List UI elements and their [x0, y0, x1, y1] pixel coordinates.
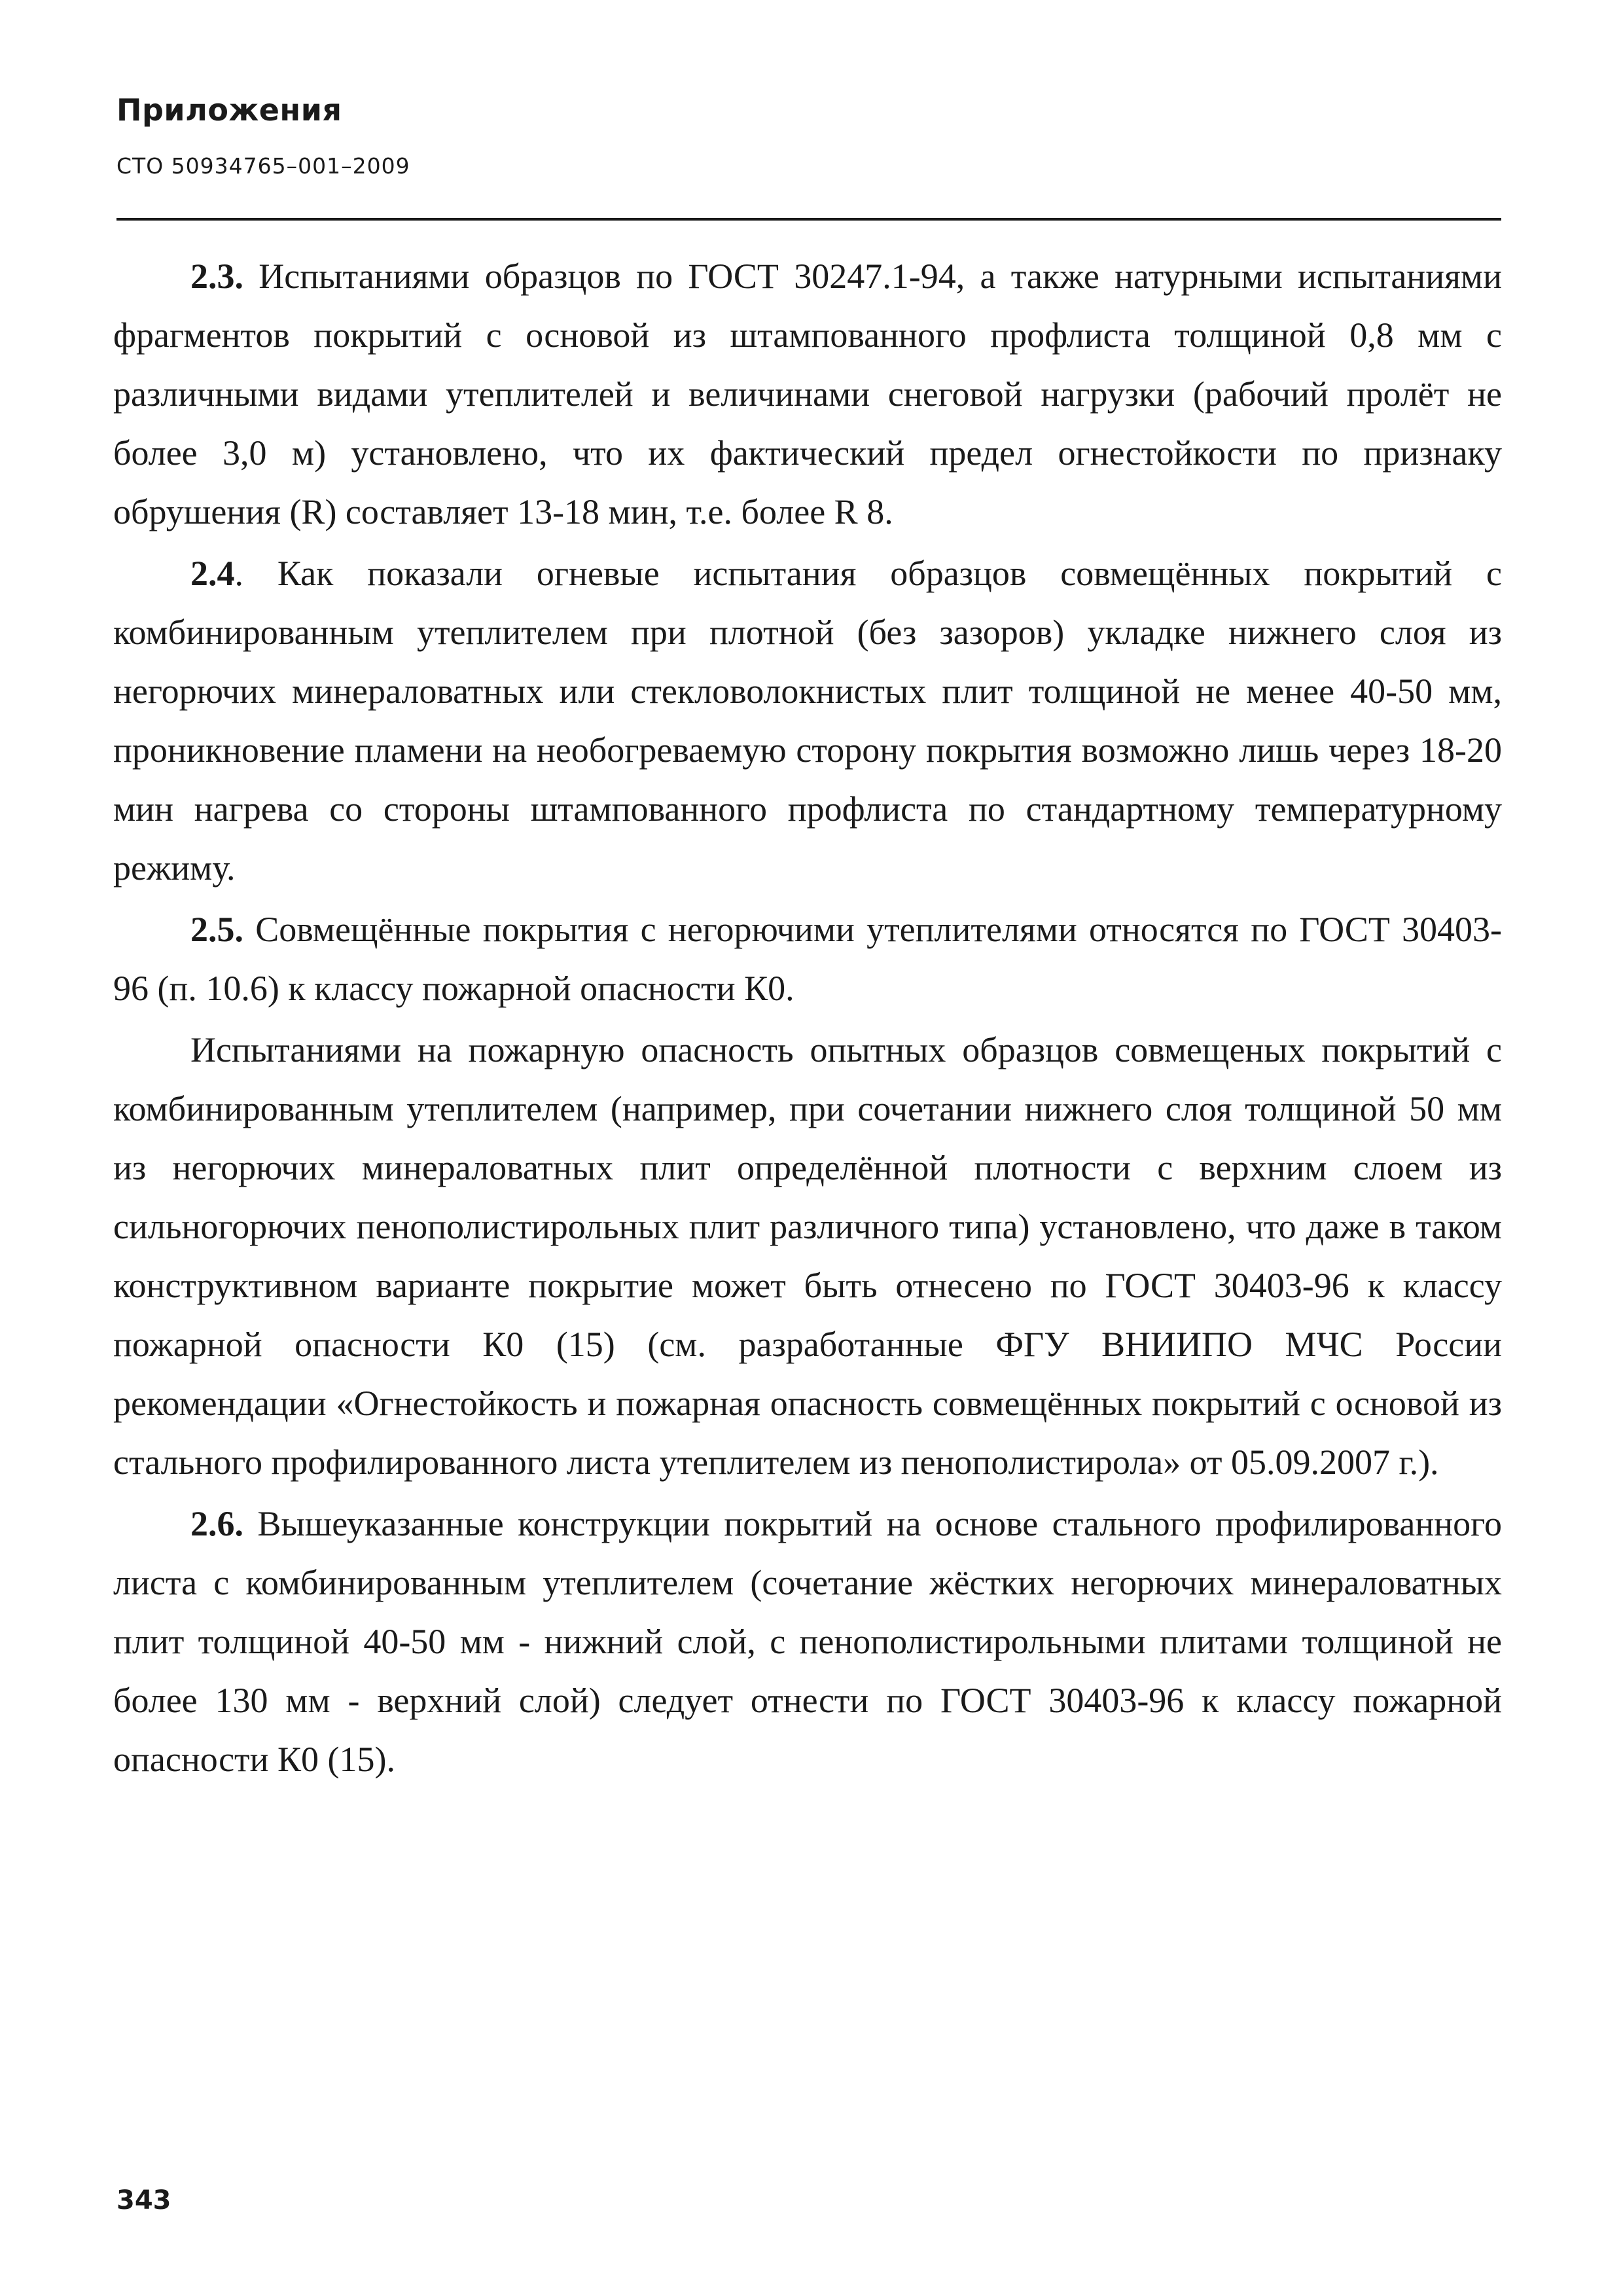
- paragraph-2-6: [113, 1494, 1502, 1789]
- paragraph-2-4: [113, 544, 1502, 897]
- paragraph-2-5: [113, 900, 1502, 1018]
- paragraph-2-3: [113, 247, 1502, 541]
- paragraph-text: Испытаниями образцов по ГОСТ 30247.1-94, а также натурными испытаниями фрагментов покрытий с основой из штампованного профлиста толщиной 0,8 мм с различными видами утеплителей и величинами снеговой нагрузки (рабочий пролёт не более 3,0 м) установлено, что их фактический предел огнестойкости по признаку обрушения (R) составляет 13-18 мин, т.е. более R 8.: [113, 257, 1502, 531]
- header-document-code: СТО 50934765–001–2009: [116, 153, 410, 179]
- paragraph-number: 2.6.: [190, 1504, 243, 1543]
- paragraph-text: . Как показали огневые испытания образцов совмещённых покрытий с комбинированным утеплителем при плотной (без зазоров) укладке нижнего слоя из негорючих минераловатных или стекловолокнистых плит толщиной не менее 40-50 мм, проникновение пламени на необогреваемую сторону покрытия возможно лишь через 18-20 мин нагрева со стороны штампованного профлиста по стандартному температурному режиму.: [113, 554, 1502, 888]
- paragraph-text: Совмещённые покрытия с негорючими утеплителями относятся по ГОСТ 30403-96 (п. 10.6) к классу пожарной опасности К0.: [113, 910, 1502, 1008]
- paragraph-number: 2.5.: [190, 910, 243, 949]
- header-divider: [116, 218, 1501, 221]
- paragraph-text: Испытаниями на пожарную опасность опытных образцов совмещеных покрытий с комбинированным утеплителем (например, при сочетании нижнего слоя толщиной 50 мм из негорючих минераловатных плит определённой плотности с верхним слоем из сильногорючих пенополистирольных плит различного типа) установлено, что даже в таком конструктивном варианте покрытие может быть отнесено по ГОСТ 30403-96 к классу пожарной опасности К0 (15) (см. разработанные ФГУ ВНИИПО МЧС России рекомендации «Огнестойкость и пожарная опасность совмещённых покрытий с основой из стального профилированного листа утеплителем из пенополистирола» от 05.09.2007 г.).: [113, 1030, 1502, 1482]
- header-section-title: Приложения: [116, 92, 342, 128]
- paragraph-number: 2.4: [190, 554, 235, 593]
- body-text: [113, 247, 1502, 1789]
- paragraph-number: 2.3.: [190, 257, 243, 296]
- page-number: 343: [116, 2185, 171, 2215]
- paragraph-text: Вышеуказанные конструкции покрытий на основе стального профилированного листа с комбинированным утеплителем (сочетание жёстких негорючих минераловатных плит толщиной 40-50 мм - нижний слой, с пенополистирольными плитами толщиной не более 130 мм - верхний слой) следует отнести по ГОСТ 30403-96 к классу пожарной опасности К0 (15).: [113, 1504, 1502, 1779]
- paragraph-test-results: [113, 1020, 1502, 1492]
